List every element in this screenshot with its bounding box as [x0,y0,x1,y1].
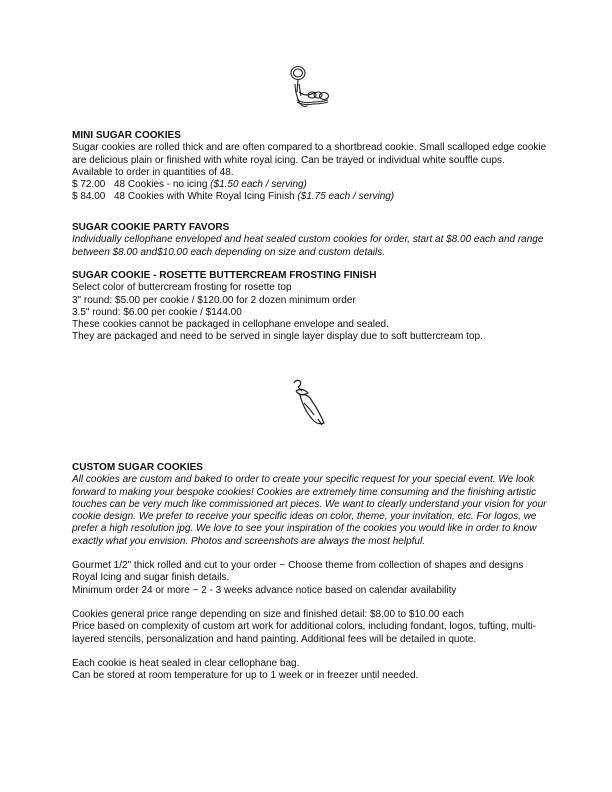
description-line: Price based on complexity of custom art work for additional colors, including fondant, logos, tufting, multi- [72,621,537,633]
description-line: These cookies cannot be packaged in cellophane envelope and sealed. [72,319,389,331]
description-line: They are packaged and need to be served in single layer display due to soft buttercream top. [72,331,483,343]
price-note: ($1.75 each / serving) [297,191,395,203]
section-heading: CUSTOM SUGAR COOKIES [72,462,203,473]
description-line: Available to order in quantities of 48. [72,166,234,178]
custom-sugar-cookies-section [72,462,552,682]
description-line: Can be stored at room temperature for up to 1 week or in freezer until needed. [72,670,419,682]
section-heading: SUGAR COOKIE - ROSETTE BUTTERCREAM FROSTING FINISH [72,270,377,281]
description-line: Select color of buttercream frosting for rosette top [72,282,292,294]
description-line: Cookies general price range depending on size and finished detail: $8.00 to $10.00 each [72,608,464,620]
price-row [72,191,552,203]
description-line: prefer a high resolution jpg. We love to see your inspiration of the cookies you would like in order to know [72,523,537,535]
party-favors-section [72,222,552,259]
price-amount: $ 84.00 [72,191,106,203]
price-note: ($1.50 each / serving) [210,179,307,191]
description-line: Gourmet 1/2" thick rolled and cut to your order ~ Choose theme from collection of shapes and designs [72,560,524,572]
price-label: 48 Cookies - no icing [114,179,208,191]
description-line: exactly what you envision. Photos and screenshots are always the most helpful. [72,535,425,547]
description-line: Each cookie is heat sealed in clear cellophane bag. [72,657,300,669]
description-line: All cookies are custom and baked to order to create your specific request for your special event. We look [72,474,535,486]
mini-sugar-cookies-section [72,130,552,204]
section-heading: SUGAR COOKIE PARTY FAVORS [72,222,230,233]
description-line: layered stencils, personalization and hand painting. Additional fees will be detailed in quote. [72,633,477,645]
price-amount: $ 72.00 [72,179,106,191]
measuring-spoons-icon [285,62,335,116]
description-line: 3.5" round: $6.00 per cookie / $144.00 [72,306,242,318]
description-line: Royal Icing and sugar finish details. [72,572,230,584]
description-line: Minimum order 24 or more ~ 2 - 3 weeks advance notice based on calendar availability [72,584,457,596]
description-line: touches can be very much like commissioned art pieces. We want to clearly understand your vision for your [72,498,547,510]
rosette-section [72,270,552,344]
description-line: Individually cellophane enveloped and heat sealed custom cookies for order, start at $8.00 each and range [72,234,544,246]
section-heading: MINI SUGAR COOKIES [72,130,181,141]
description-line: Sugar cookies are rolled thick and are often compared to a shortbread cookie. Small scalloped edge cookie [72,142,547,154]
piping-bag-icon [288,375,328,434]
description-line: between $8.00 and$10.00 each depending on size and custom details. [72,246,386,258]
price-label: 48 Cookies with White Royal Icing Finish [114,191,295,203]
description-line: are delicious plain or finished with white royal icing. Can be trayed or individual white souffle cups. [72,154,505,166]
description-line: cookie design. We prefer to receive your specific ideas on color, theme, your invitation, etc. For logos, we [72,511,537,523]
description-line: forward to making your bespoke cookies! Cookies are extremely time consuming and the finishing artistic [72,486,537,498]
price-row [72,179,552,191]
description-line: 3" round: $5.00 per cookie / $120.00 for 2 dozen minimum order [72,294,356,306]
